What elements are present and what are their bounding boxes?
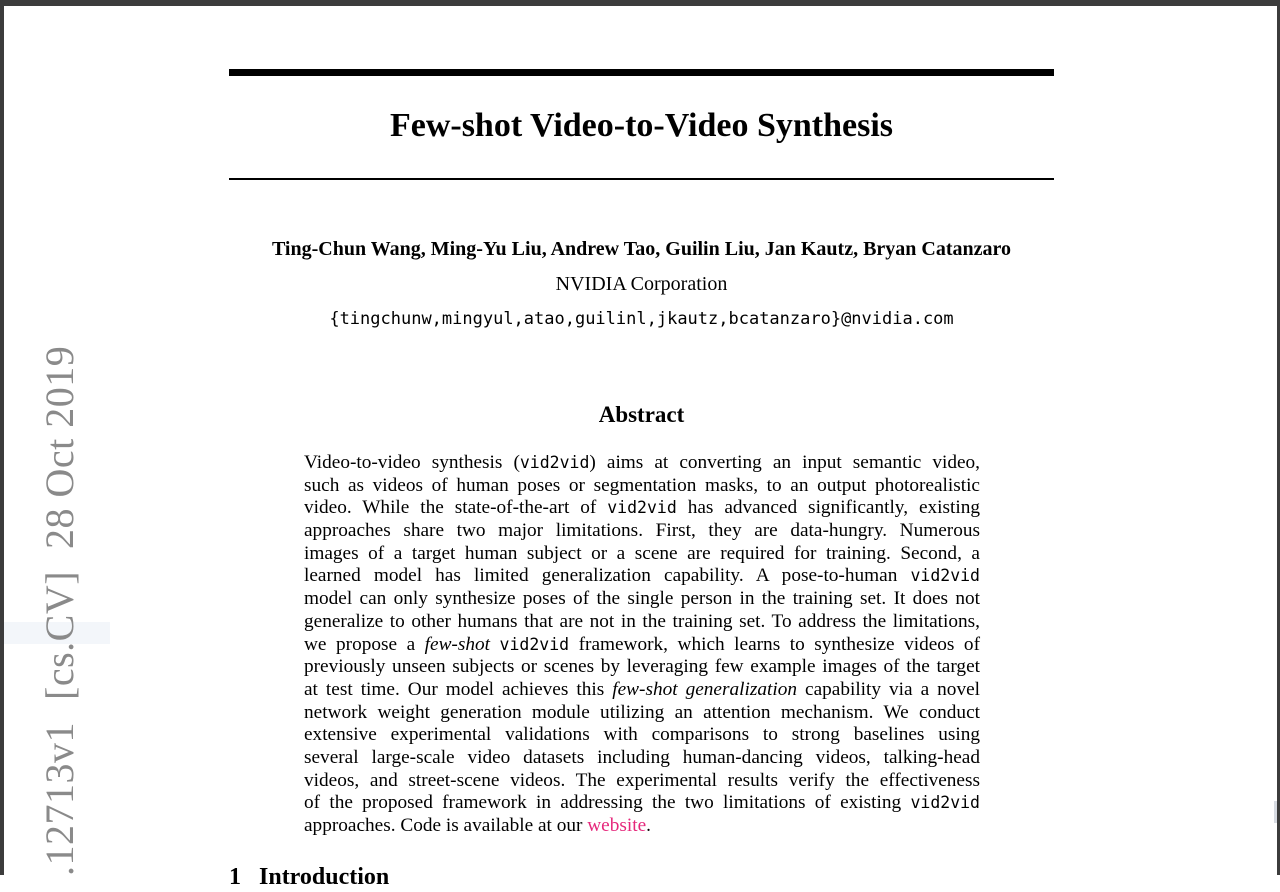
abstract-line: images of a target human subject or a scene are required for training. Second, a xyxy=(304,542,980,564)
abstract-line: model can only synthesize poses of the single person in the training set. It does not xyxy=(304,588,980,610)
abstract-line: approaches. Code is available at our website. xyxy=(304,815,651,836)
section-heading-introduction xyxy=(229,862,389,892)
abstract-line: previously unseen subjects or scenes by leveraging few example images of the target xyxy=(304,656,980,678)
author-list: Ting-Chun Wang, Ming-Yu Liu, Andrew Tao, Guilin Liu, Jan Kautz, Bryan Catanzaro xyxy=(271,238,1012,260)
abstract-line: video. While the state-of-the-art of vid2vid has advanced significantly, existing xyxy=(304,497,980,519)
abstract-line: generalize to other humans that are not in the training set. To address the limitations, xyxy=(304,610,980,632)
abstract-line: extensive experimental validations with comparisons to strong baselines using xyxy=(304,724,980,746)
code-term: vid2vid xyxy=(499,634,570,654)
italic-term: few-shot generalization xyxy=(612,678,797,700)
abstract-line: several large-scale video datasets including human-dancing videos, talking-head xyxy=(304,746,980,768)
section-title: Introduction xyxy=(259,864,390,890)
code-term: vid2vid xyxy=(607,498,677,518)
abstract-line: network weight generation module utilizing an attention mechanism. We conduct xyxy=(304,701,980,723)
abstract-line: videos, and street-scene videos. The experimental results verify the effectiveness xyxy=(304,769,980,791)
paper-title: Few-shot Video-to-Video Synthesis xyxy=(389,107,894,144)
website-link[interactable]: website xyxy=(587,815,647,836)
title-bottom-rule xyxy=(229,178,1054,180)
pdf-page xyxy=(4,6,1277,890)
abstract-line: at test time. Our model achieves this few-shot generalization capability via a novel xyxy=(304,678,980,700)
code-term: vid2vid xyxy=(519,453,590,472)
abstract-heading: Abstract xyxy=(598,402,685,427)
abstract-line: learned model has limited generalization capability. A pose-to-human vid2vid xyxy=(304,565,980,587)
section-number: 1 xyxy=(229,864,241,890)
code-term: vid2vid xyxy=(910,793,980,813)
abstract-line: we propose a few-shot vid2vid framework, which learns to synthesize videos of xyxy=(304,633,980,655)
italic-term: few-shot xyxy=(424,633,490,655)
abstract-line: of the proposed framework in addressing the two limitations of existing vid2vid xyxy=(304,792,980,814)
code-term: vid2vid xyxy=(910,566,980,586)
affiliation: NVIDIA Corporation xyxy=(555,273,728,295)
abstract-body xyxy=(304,452,980,838)
arxiv-id: .12713v1 xyxy=(37,722,82,876)
page-edge-mark xyxy=(1274,801,1277,823)
arxiv-date: 28 Oct 2019 xyxy=(37,345,82,549)
arxiv-category: [cs.CV] xyxy=(37,570,82,700)
title-top-rule xyxy=(229,69,1054,76)
arxiv-stamp xyxy=(37,324,82,876)
abstract-line: such as videos of human poses or segmentation masks, to an output photorealistic xyxy=(304,474,980,496)
abstract-line: Video-to-video synthesis (vid2vid) aims at converting an input semantic video, xyxy=(304,452,981,473)
author-emails: {tingchunw,mingyul,atao,guilinl,jkautz,bcatanzaro}@nvidia.com xyxy=(329,309,954,329)
abstract-line: approaches share two major limitations. First, they are data-hungry. Numerous xyxy=(304,520,980,542)
